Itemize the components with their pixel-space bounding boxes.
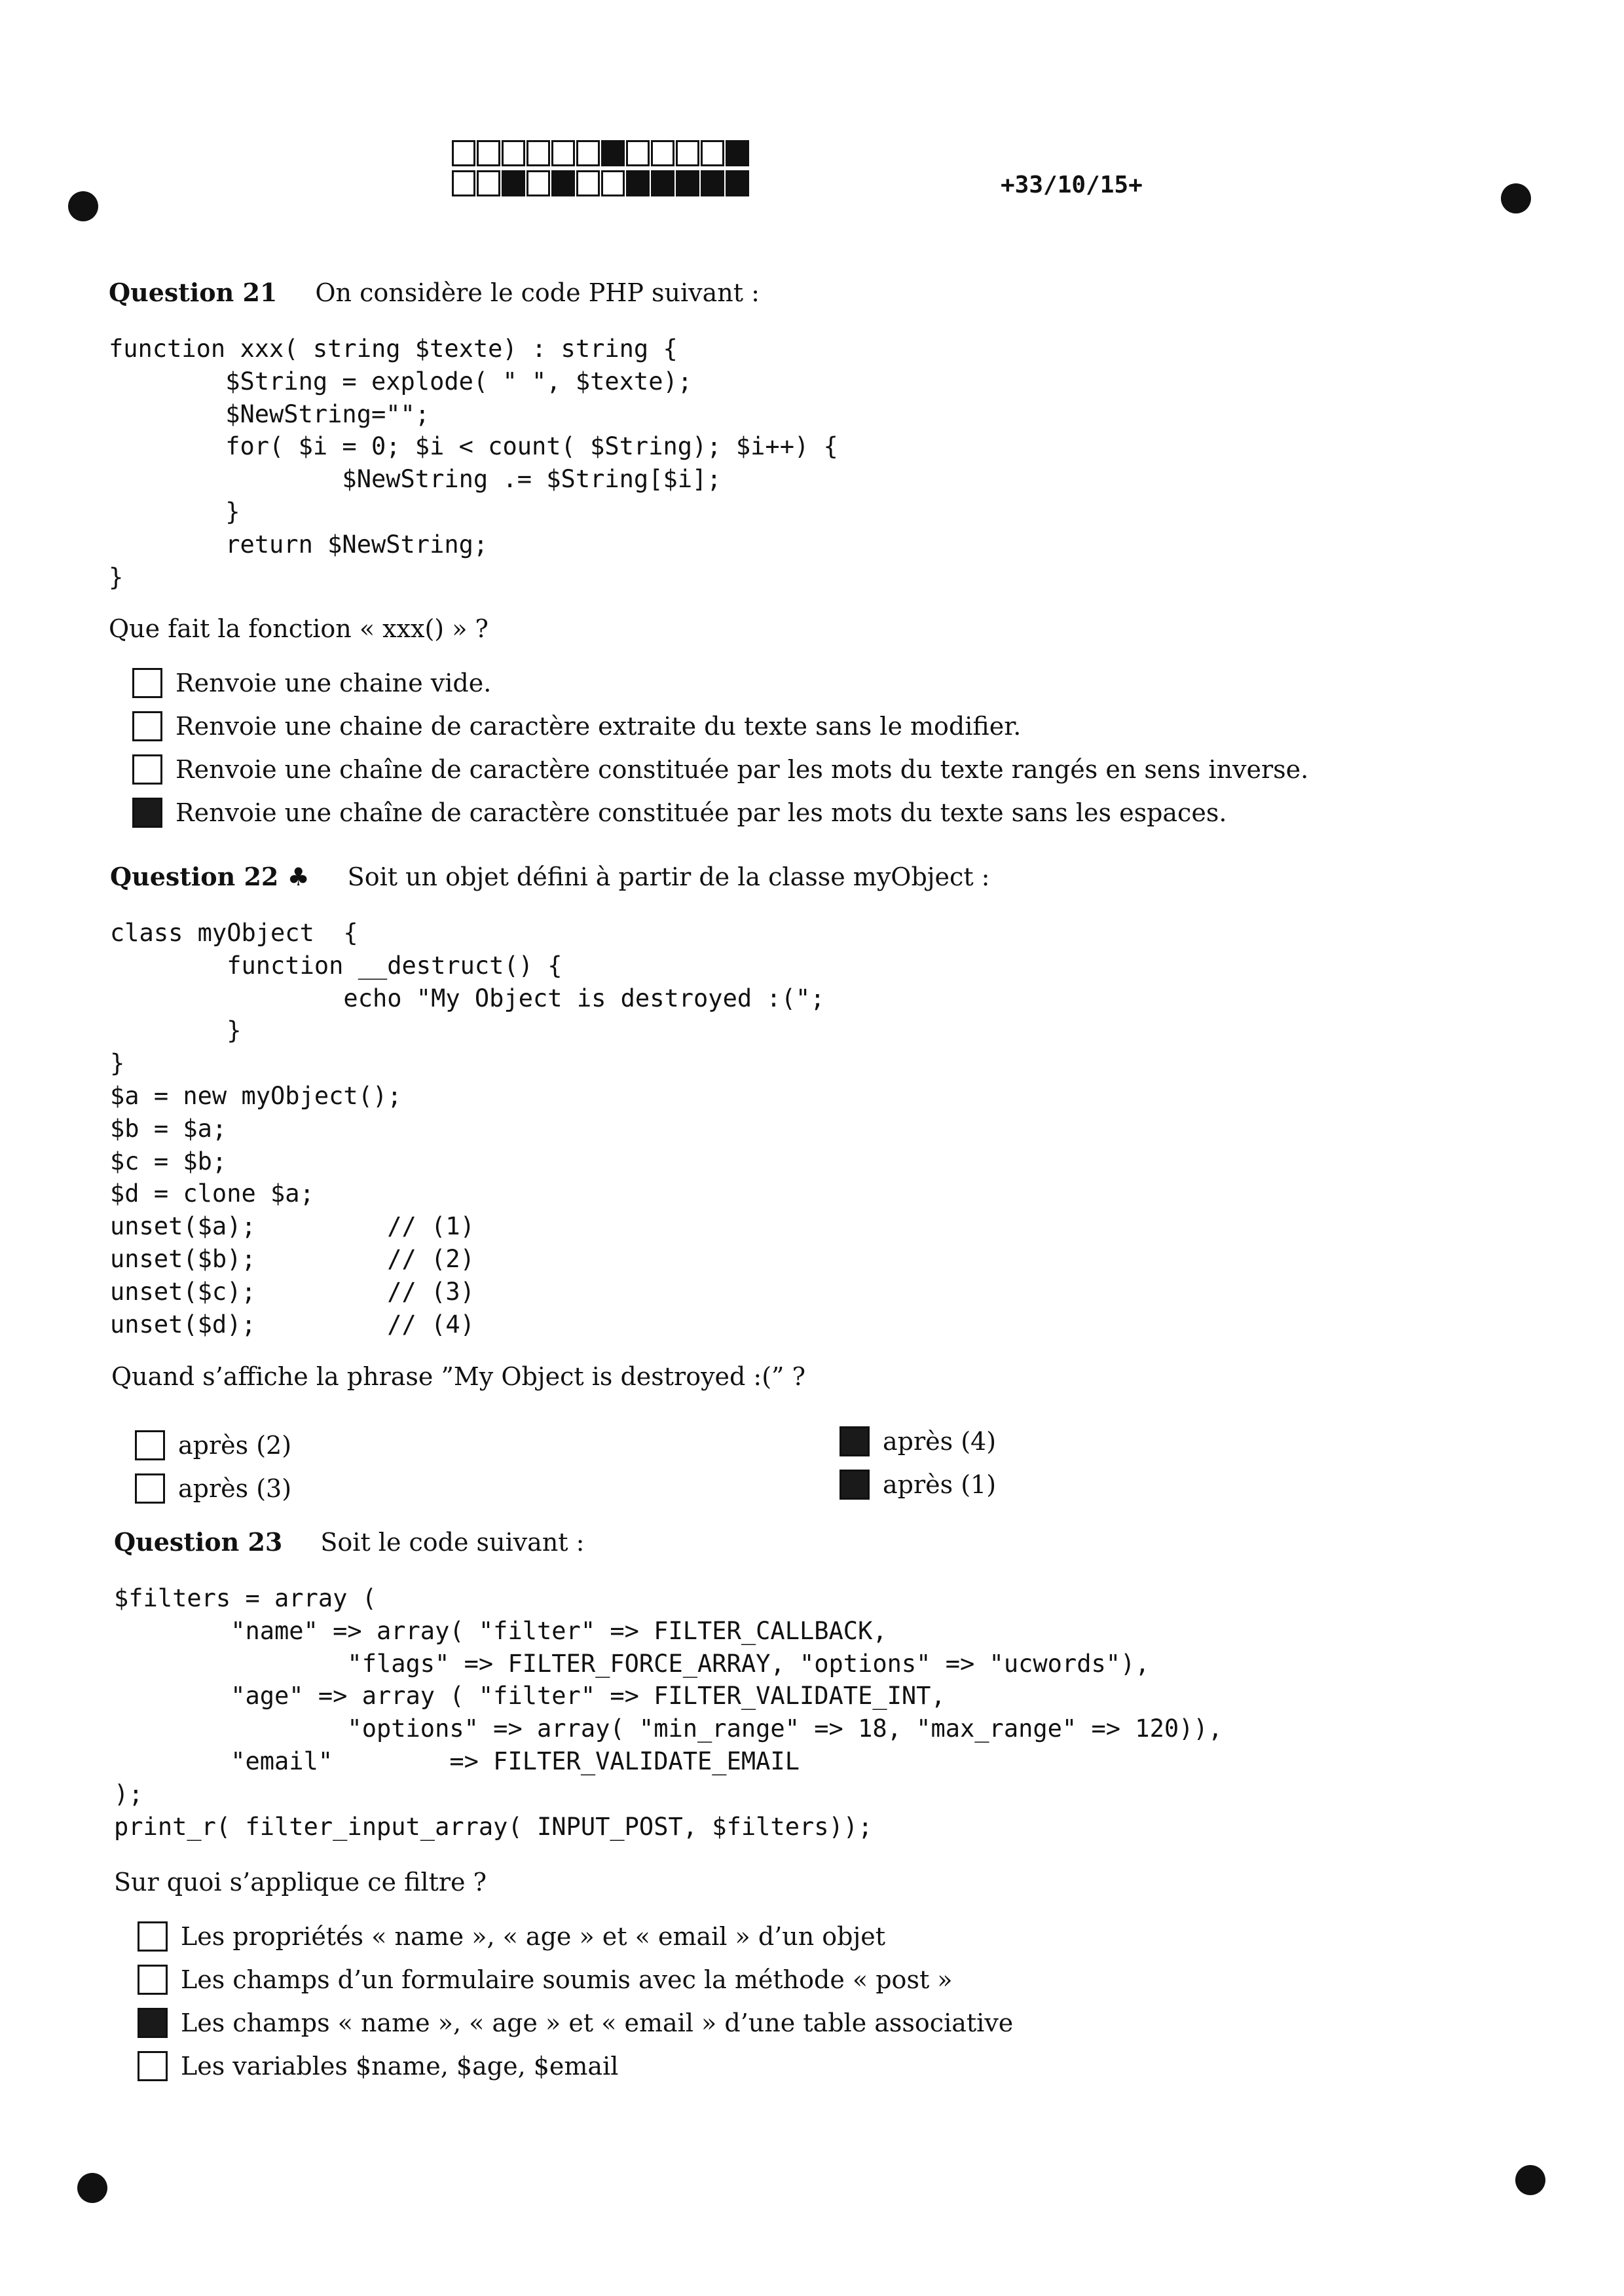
answer-checkbox[interactable]: [132, 754, 162, 785]
q22-answer-4[interactable]: [840, 1470, 996, 1500]
barcode-cell: [601, 140, 625, 166]
barcode-cell: [576, 170, 600, 196]
registration-mark-top-right: [1501, 183, 1531, 213]
q23-answer-3[interactable]: [138, 2008, 1013, 2038]
barcode-cell: [452, 170, 475, 196]
registration-mark-top-left: [68, 191, 98, 221]
barcode-cell: [477, 170, 500, 196]
barcode-cell: [551, 140, 575, 166]
barcode-cell: [626, 140, 650, 166]
answer-checkbox[interactable]: [132, 798, 162, 828]
answer-checkbox[interactable]: [132, 711, 162, 741]
answer-label: Renvoie une chaîne de caractère constituée par les mots du texte rangés en sens inverse.: [175, 755, 1309, 784]
answer-checkbox[interactable]: [138, 1965, 168, 1995]
answer-label: Les champs d’un formulaire soumis avec la méthode « post »: [181, 1965, 953, 1994]
answer-label: Les variables $name, $age, $email: [181, 2052, 619, 2081]
answer-label: Les champs « name », « age » et « email » d’une table associative: [181, 2009, 1014, 2037]
answer-checkbox[interactable]: [840, 1470, 870, 1500]
question-21-prompt: Que fait la fonction « xxx() » ?: [109, 614, 489, 643]
barcode-cell: [576, 140, 600, 166]
q21-answer-4[interactable]: [132, 798, 1227, 828]
barcode-cell: [701, 170, 724, 196]
registration-mark-bottom-right: [1515, 2165, 1545, 2195]
answer-checkbox[interactable]: [138, 1921, 168, 1952]
question-22-header: [110, 862, 989, 891]
question-21-header: [109, 278, 760, 307]
q23-answer-2[interactable]: [138, 1965, 953, 1995]
answer-label: après (3): [178, 1474, 292, 1503]
q21-answer-3[interactable]: [132, 754, 1308, 785]
barcode-cell: [452, 140, 475, 166]
barcode-cell: [676, 140, 699, 166]
question-number: Question 21: [109, 278, 278, 307]
page-barcode: [452, 140, 750, 200]
answer-checkbox[interactable]: [138, 2051, 168, 2081]
question-intro: Soit un objet défini à partir de la classe myObject :: [347, 862, 990, 891]
answer-label: Renvoie une chaine vide.: [175, 669, 492, 697]
question-intro: On considère le code PHP suivant :: [315, 278, 760, 307]
barcode-cell: [651, 170, 674, 196]
question-23-prompt: Sur quoi s’applique ce filtre ?: [114, 1868, 487, 1897]
barcode-cell: [701, 140, 724, 166]
barcode-row-1: [452, 140, 750, 168]
barcode-cell: [477, 140, 500, 166]
barcode-cell: [626, 170, 650, 196]
question-22-code: class myObject { function __destruct() { echo "My Object is destroyed :("; } } $a = new myObject(); $b = $a; $c = $b; $d = clone $a; unset($a); // (1) unset($b); // (2) unset($c); // (3) unset($d); // (4): [110, 919, 825, 1339]
answer-label: Renvoie une chaine de caractère extraite du texte sans le modifier.: [175, 712, 1022, 741]
barcode-cell: [651, 140, 674, 166]
question-23-header: [114, 1527, 584, 1557]
question-23-code: $filters = array ( "name" => array( "filter" => FILTER_CALLBACK, "flags" => FILTER_FORCE_ARRAY, "options" => "ucwords"), "age" => array ( "filter" => FILTER_VALIDATE_INT, "options" => array( "min_range" => 18, "max_range" => 120)), "email" => FILTER_VALIDATE_EMAIL ); print_r( filter_input_array( INPUT_POST, $filters));: [114, 1584, 1223, 1841]
question-number: Question 22 ♣: [110, 862, 310, 891]
q21-answer-2[interactable]: [132, 711, 1021, 741]
answer-label: après (4): [883, 1427, 997, 1456]
answer-label: Renvoie une chaîne de caractère constituée par les mots du texte sans les espaces.: [175, 798, 1227, 827]
answer-checkbox[interactable]: [132, 668, 162, 698]
q23-answer-1[interactable]: [138, 1921, 885, 1952]
barcode-row-2: [452, 170, 750, 198]
q21-answer-1[interactable]: [132, 668, 491, 698]
answer-label: Les propriétés « name », « age » et « email » d’un objet: [181, 1922, 886, 1951]
answer-checkbox[interactable]: [138, 2008, 168, 2038]
barcode-cell: [502, 170, 525, 196]
barcode-cell: [526, 140, 550, 166]
answer-checkbox[interactable]: [135, 1473, 165, 1504]
q22-answer-1[interactable]: [135, 1430, 291, 1460]
answer-label: après (2): [178, 1431, 292, 1460]
barcode-cell: [726, 140, 749, 166]
question-intro: Soit le code suivant :: [320, 1528, 585, 1557]
question-number: Question 23: [114, 1527, 283, 1557]
page-code: +33/10/15+: [1001, 172, 1143, 198]
barcode-cell: [726, 170, 749, 196]
barcode-cell: [676, 170, 699, 196]
question-22-prompt: Quand s’affiche la phrase ”My Object is destroyed :(” ?: [111, 1362, 805, 1391]
barcode-cell: [502, 140, 525, 166]
registration-mark-bottom-left: [77, 2173, 107, 2203]
q22-answer-2[interactable]: [135, 1473, 291, 1504]
answer-checkbox[interactable]: [135, 1430, 165, 1460]
q22-answer-3[interactable]: [840, 1426, 996, 1456]
q23-answer-4[interactable]: [138, 2051, 618, 2081]
barcode-cell: [601, 170, 625, 196]
barcode-cell: [551, 170, 575, 196]
question-21-code: function xxx( string $texte) : string { $String = explode( " ", $texte); $NewString=""; for( $i = 0; $i < count( $String); $i++) { $NewString .= $String[$i]; } return $NewString; }: [109, 335, 838, 591]
answer-checkbox[interactable]: [840, 1426, 870, 1456]
answer-label: après (1): [883, 1470, 997, 1499]
barcode-cell: [526, 170, 550, 196]
